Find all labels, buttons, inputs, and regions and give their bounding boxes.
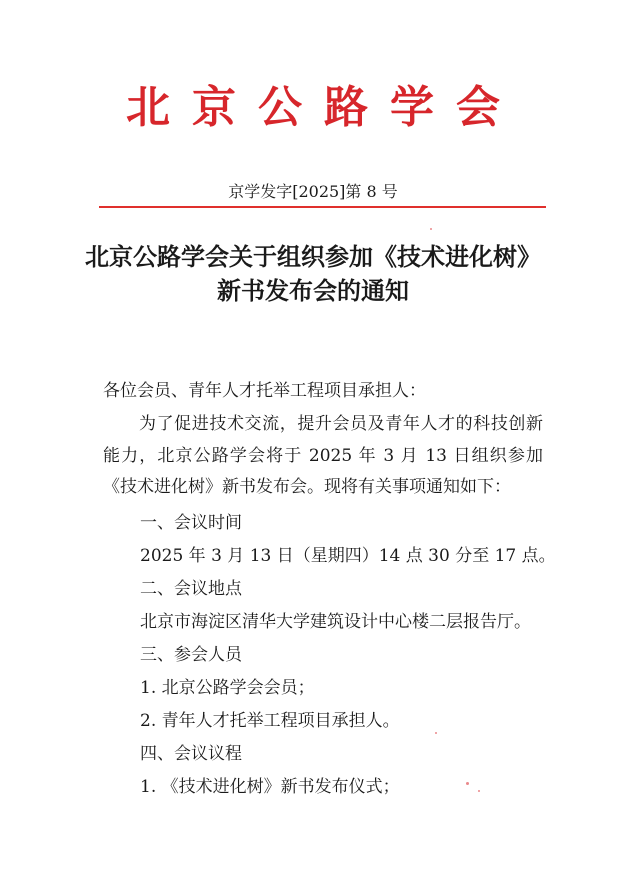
section-heading-location: 二、会议地点 bbox=[140, 579, 242, 599]
notice-title-line-1: 北京公路学会关于组织参加《技术进化树》 bbox=[85, 242, 541, 271]
section-line-location: 北京市海淀区清华大学建筑设计中心楼二层报告厅。 bbox=[140, 612, 531, 632]
section-heading-time: 一、会议时间 bbox=[140, 513, 242, 533]
section-line-agenda-1: 1. 《技术进化树》新书发布仪式； bbox=[140, 777, 400, 797]
intro-text: 为了促进技术交流，提升会员及青年人才的科技创新能力，北京公路学会将于 2025 年 3 月 13 日组织参加《技术进化树》新书发布会。现将有关事项通知如下： bbox=[103, 414, 543, 497]
notice-title bbox=[0, 240, 626, 308]
print-speck bbox=[435, 732, 437, 734]
org-letterhead: 北京公路学会 bbox=[126, 82, 522, 133]
section-heading-agenda: 四、会议议程 bbox=[140, 744, 242, 764]
print-speck bbox=[478, 790, 480, 792]
section-line-attendees-1: 1. 北京公路学会会员； bbox=[140, 678, 315, 698]
intro-paragraph bbox=[103, 409, 543, 504]
notice-title-line-2: 新书发布会的通知 bbox=[217, 276, 409, 305]
print-speck bbox=[466, 782, 469, 785]
section-heading-attendees: 三、参会人员 bbox=[140, 645, 242, 665]
document-number: 京学发字[2025]第 8 号 bbox=[228, 182, 398, 201]
salutation: 各位会员、青年人才托举工程项目承担人： bbox=[103, 381, 426, 401]
section-line-time: 2025 年 3 月 13 日（星期四）14 点 30 分至 17 点。 bbox=[140, 546, 556, 566]
print-speck bbox=[430, 228, 432, 230]
red-divider-rule bbox=[99, 206, 546, 208]
section-line-attendees-2: 2. 青年人才托举工程项目承担人。 bbox=[140, 711, 400, 731]
